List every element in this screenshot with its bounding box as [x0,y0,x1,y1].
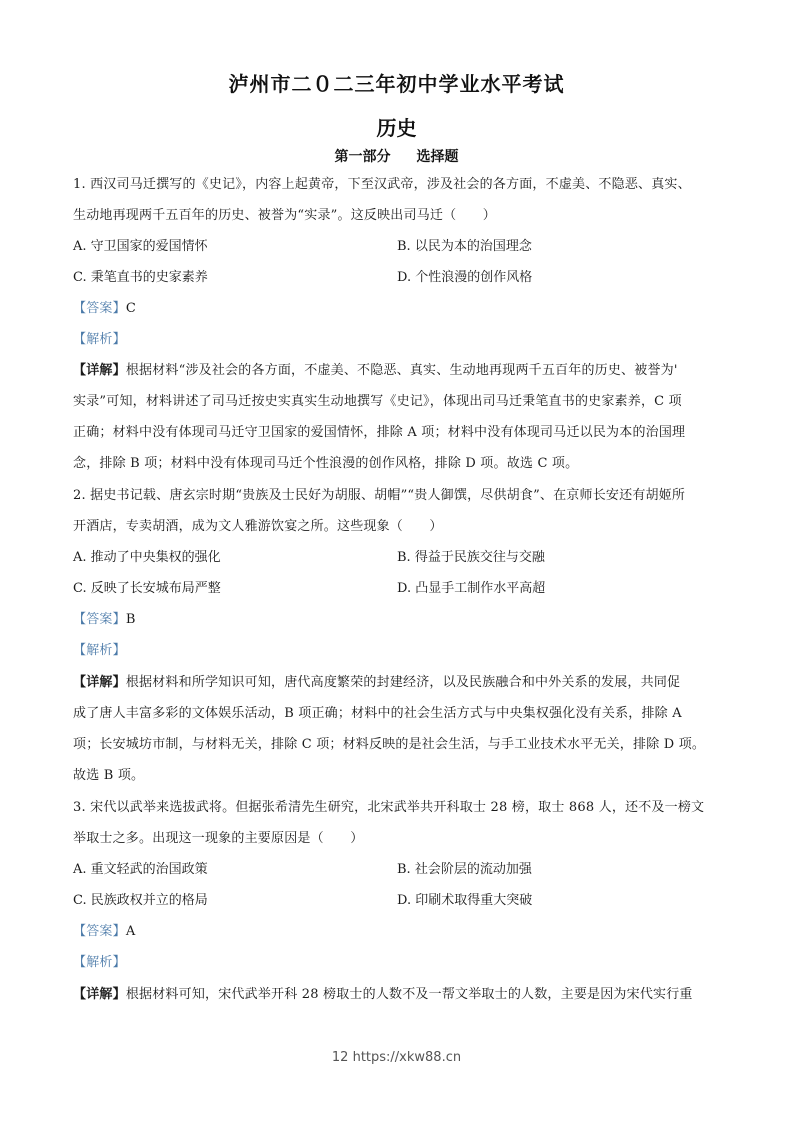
answer-value: C [125,301,136,316]
detail-text: 根据材料和所学知识可知，唐代高度繁荣的封建经济，以及民族融合和中外关系的发展，共同促 [125,675,681,690]
question-3-option-b: B. 社会阶层的流动加强 [397,862,532,877]
question-1-detail-line-4: 念，排除 B 项；材料中没有体现司马迁个性浪漫的创作风格，排除 D 项。故选 C 项。 [73,456,579,471]
section-part: 第一部分 [334,149,391,165]
question-2-detail-line-2: 成了唐人丰富多彩的文体娱乐活动，B 项正确；材料中的社会生活方式与中央集权强化没有关系，排除 A [73,706,682,721]
question-2-option-c: C. 反映了长安城布局严整 [73,581,221,596]
answer-label: 【答案】 [73,924,126,939]
detail-text: 根据材料“涉及社会的各方面，不虚美、不隐恶、真实、生动地再现两千五百年的历史、被誉为' [125,363,678,378]
question-2-stem-line-1: 2. 据史书记载、唐玄宗时期“贵族及士民好为胡服、胡帽”“贵人御馔，尽供胡食”、在京师长安还有胡姬所 [73,488,686,503]
answer-value: B [125,612,136,627]
analysis-label: 【解析】 [73,643,126,658]
analysis-label: 【解析】 [73,955,126,970]
question-1-detail-line-2: 实录”可知，材料讲述了司马迁按史实真实生动地撰写《史记》，体现出司马迁秉笔直书的史家素养，C 项 [73,394,682,409]
detail-text: 根据材料可知，宋代武举开科 28 榜取士的人数不及一帮文举取士的人数，主要是因为宋代实行重 [125,987,693,1002]
question-2-option-b: B. 得益于民族交往与交融 [397,550,545,565]
detail-label: 【详解】 [73,363,126,378]
section-title [0,146,793,166]
question-2-option-a: A. 推动了中央集权的强化 [73,550,221,565]
question-1-option-c: C. 秉笔直书的史家素养 [73,270,208,285]
question-1-option-b: B. 以民为本的治国理念 [397,239,532,254]
section-type: 选择题 [416,149,459,165]
question-2-stem-line-2: 开酒店，专卖胡酒，成为文人雅游饮宴之所。这些现象（ ） [73,519,443,534]
question-3-stem-line-2: 举取士之多。出现这一现象的主要原因是（ ） [73,831,364,846]
question-2-analysis [73,641,733,661]
question-1-stem-line-2: 生动地再现两千五百年的历史、被誉为“实录”。这反映出司马迁（ ） [73,208,496,223]
question-3-option-a: A. 重文轻武的治国政策 [73,862,208,877]
analysis-label: 【解析】 [73,332,126,347]
question-3-detail-line-1 [73,985,733,1005]
answer-label: 【答案】 [73,301,126,316]
question-2-detail-line-4: 故选 B 项。 [73,768,145,783]
question-3-stem-line-1: 3. 宋代以武举来选拔武将。但据张希清先生研究，北宋武举共开科取士 28 榜，取士 868 人，还不及一榜文 [73,800,705,815]
question-1-analysis [73,330,733,350]
question-1-option-d: D. 个性浪漫的创作风格 [397,270,533,285]
exam-title: 泸州市二０二三年初中学业水平考试 [228,72,565,96]
question-2-detail-line-1 [73,673,733,693]
question-1-stem-line-1: 1. 西汉司马迁撰写的《史记》，内容上起黄帝，下至汉武帝，涉及社会的各方面，不虚美、不隐恶、真实、 [73,177,691,192]
question-2-option-d: D. 凸显手工制作水平高超 [397,581,546,596]
answer-label: 【答案】 [73,612,126,627]
answer-value: A [125,924,136,939]
detail-label: 【详解】 [73,675,126,690]
question-3-analysis [73,953,733,973]
page-footer: 12 https://xkw88.cn [331,1050,462,1065]
question-1-detail-line-3: 正确；材料中没有体现司马迁守卫国家的爱国情怀，排除 A 项；材料中没有体现司马迁以民为本的治国理 [73,425,686,440]
question-2-answer [73,610,733,630]
question-3-option-c: C. 民族政权并立的格局 [73,893,208,908]
question-1-option-a: A. 守卫国家的爱国情怀 [73,239,208,254]
question-3-answer [73,922,733,942]
subject-title: 历史 [376,116,417,140]
question-3-option-d: D. 印刷术取得重大突破 [397,893,533,908]
question-2-detail-line-3: 项；长安城坊市制，与材料无关，排除 C 项；材料反映的是社会生活，与手工业技术水平无关，排除 D 项。 [73,737,706,752]
question-1-detail-line-1 [73,361,733,381]
detail-label: 【详解】 [73,987,126,1002]
question-1-answer [73,299,733,319]
